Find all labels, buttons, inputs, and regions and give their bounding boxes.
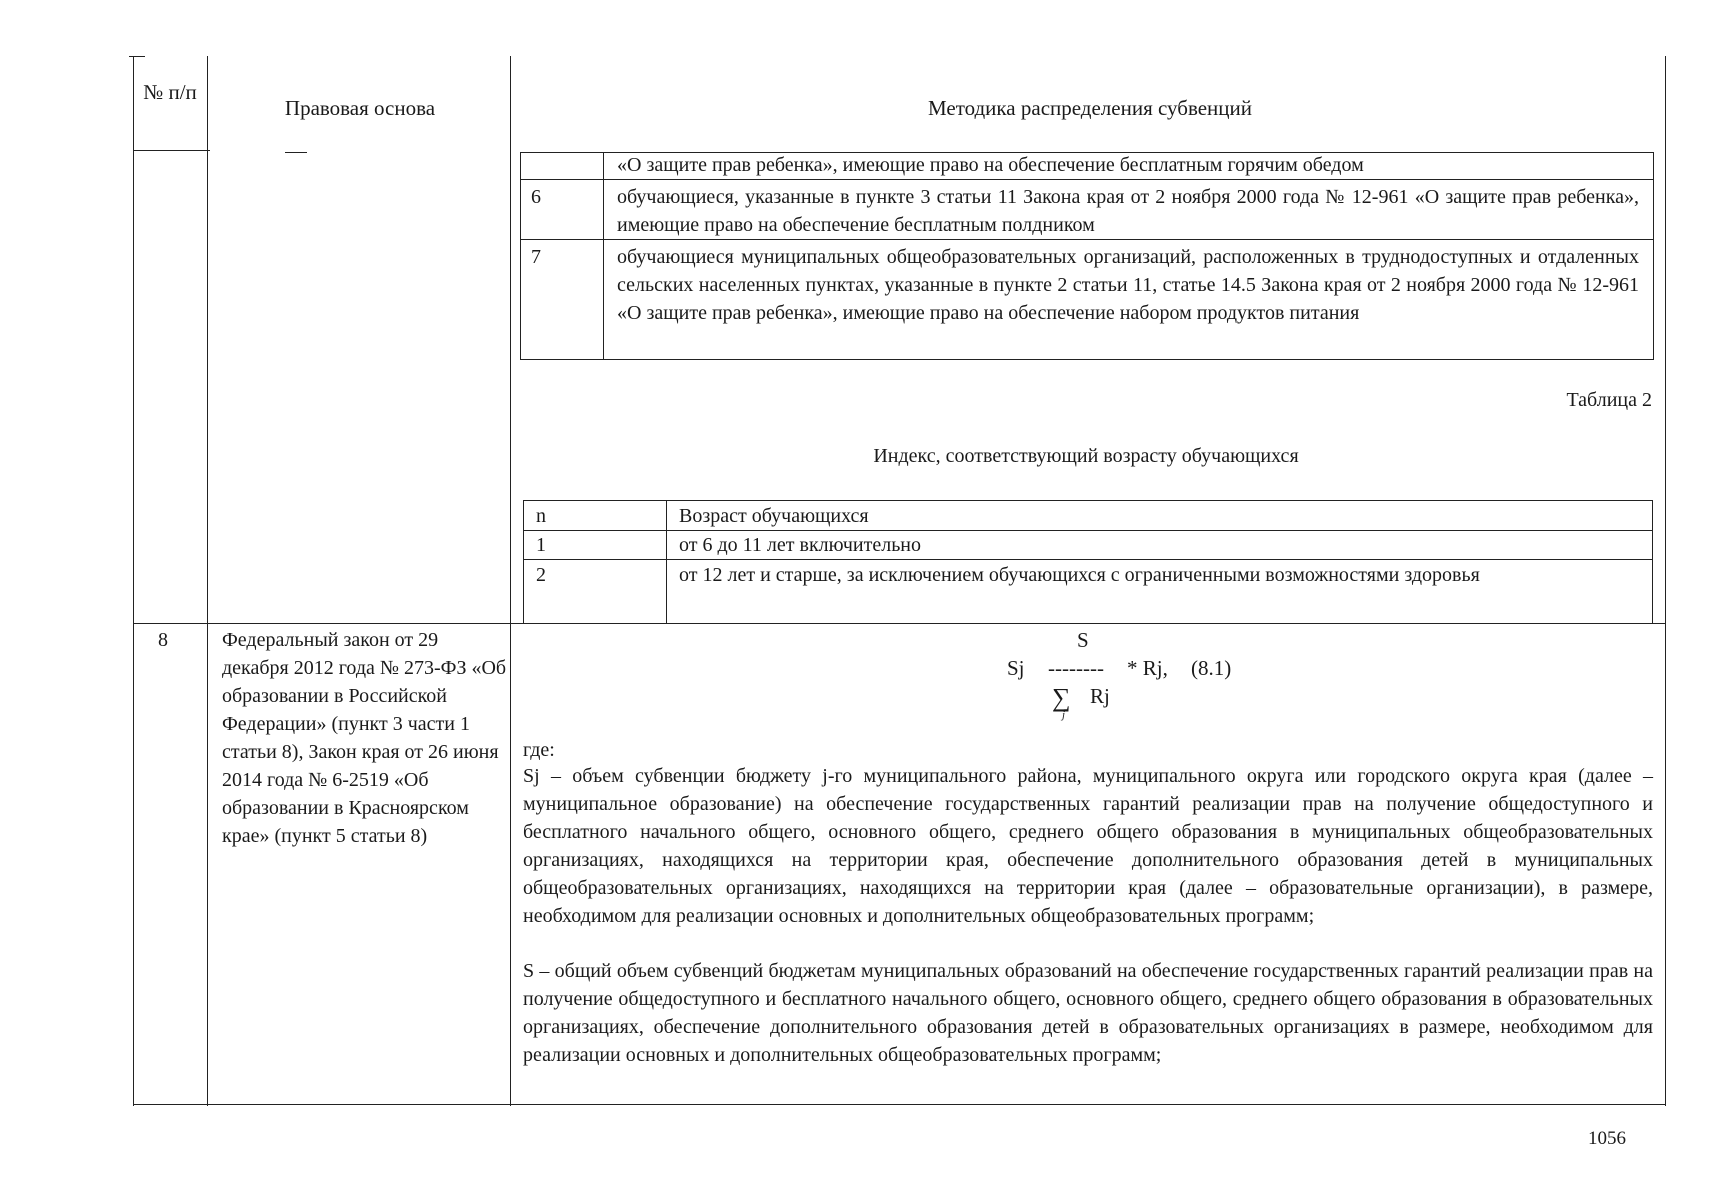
table-label: Таблица 2 [1566,389,1652,411]
table-row-text: обучающиеся муниципальных общеобразовательных организаций, расположенных в труднодоступных и отдаленных сельских населенных пунктах, указанные в пункте 2 статьи 11, статье 14.5 Закона края от 2 ноября 2000 года № 12-961 «О защите прав ребенка», имеющие право на обеспечение набором продуктов питания [617,246,1639,324]
header-top-border [129,56,145,57]
table-row-number: 2 [536,564,546,586]
col-divider-1 [207,56,208,1106]
recipients-table-divider [603,153,604,359]
table-head-number: n [536,505,546,527]
table-row-number: 6 [531,186,541,208]
table-row-text: обучающиеся, указанные в пункте 3 статьи 11 Закона края от 2 ноября 2000 года № 12-961 «О защите прав ребенка», имеющие право на обеспечение бесплатным полдником [617,186,1639,236]
legal-basis-text: Федеральный закон от 29 декабря 2012 года № 273-ФЗ «Об образовании в Российской Федерации» (пункт 3 части 1 статьи 8), Закон края от 26 июня 2014 года № 6-2519 «Об образовании в Красноярском крае» (пункт 5 статьи 8) [222,629,507,847]
outer-border-right [1665,56,1666,1106]
table-row-number: 1 [536,534,546,556]
where-label: где: [523,739,555,761]
age-index-table [523,500,1653,624]
formula-right: * Rj, [1127,656,1168,680]
formula-numerator: S [1077,628,1089,652]
table-row-text: от 6 до 11 лет включительно [679,534,922,556]
recipients-table-row-line [521,179,1653,180]
header-dash [285,152,307,153]
outer-border-left [133,56,134,1106]
formula-left: Sj [1007,656,1025,680]
age-index-table-divider [666,501,667,623]
formula-denominator: Rj [1090,684,1110,708]
header-legal-basis: Правовая основа [284,96,436,120]
row-number: 8 [158,629,168,651]
table-bottom-border [133,1104,1665,1105]
formula-number: (8.1) [1191,656,1232,680]
formula-index: j [1062,709,1066,721]
header-methodology: Методика распределения субвенций [927,96,1253,120]
definition-sj: Sj – объем субвенции бюджету j-го муниципального района, муниципального округа или городского округа края (далее – муниципальное образование) на обеспечение государственных гарантий реализации прав на получение общедоступного и бесплатного начального общего, основного общего, среднего общего образования в муниципальных общеобразовательных организациях, находящихся на территории края, обеспечение дополнительного образования детей в муниципальных общеобразовательных организациях, находящихся на территории края (далее – образовательные организации), в размере, необходимом для реализации основных и дополнительных общеобразовательных программ; [523,765,1653,927]
table-row-text: «О защите прав ребенка», имеющие право на обеспечение бесплатным горячим обедом [617,154,1364,176]
table-row-number: 7 [531,246,541,268]
header-separator [133,150,210,151]
table-title: Индекс, соответствующий возрасту обучающихся [873,445,1299,467]
age-index-table-row-line [524,559,1652,560]
formula-sigma: ∑ [1052,683,1071,712]
table-row-text: от 12 лет и старше, за исключением обучающихся с ограниченными возможностями здоровья [679,564,1480,586]
col-divider-2 [510,56,511,1106]
definition-s: S – общий объем субвенций бюджетам муниципальных образований на обеспечение государственных гарантий реализации прав на получение общедоступного и бесплатного начального общего, основного общего, среднего общего образования в образовательных организациях, обеспечение дополнительного образования детей в образовательных организациях в размере, необходимом для реализации основных и дополнительных общеобразовательных программ; [523,960,1653,1066]
page-number: 1056 [1588,1128,1626,1149]
header-col-number: № п/п [143,80,197,104]
recipients-table-row-line [521,239,1653,240]
table-head-text: Возраст обучающихся [679,505,869,527]
recipients-table [520,152,1654,360]
formula-dashes: -------- [1048,656,1104,680]
